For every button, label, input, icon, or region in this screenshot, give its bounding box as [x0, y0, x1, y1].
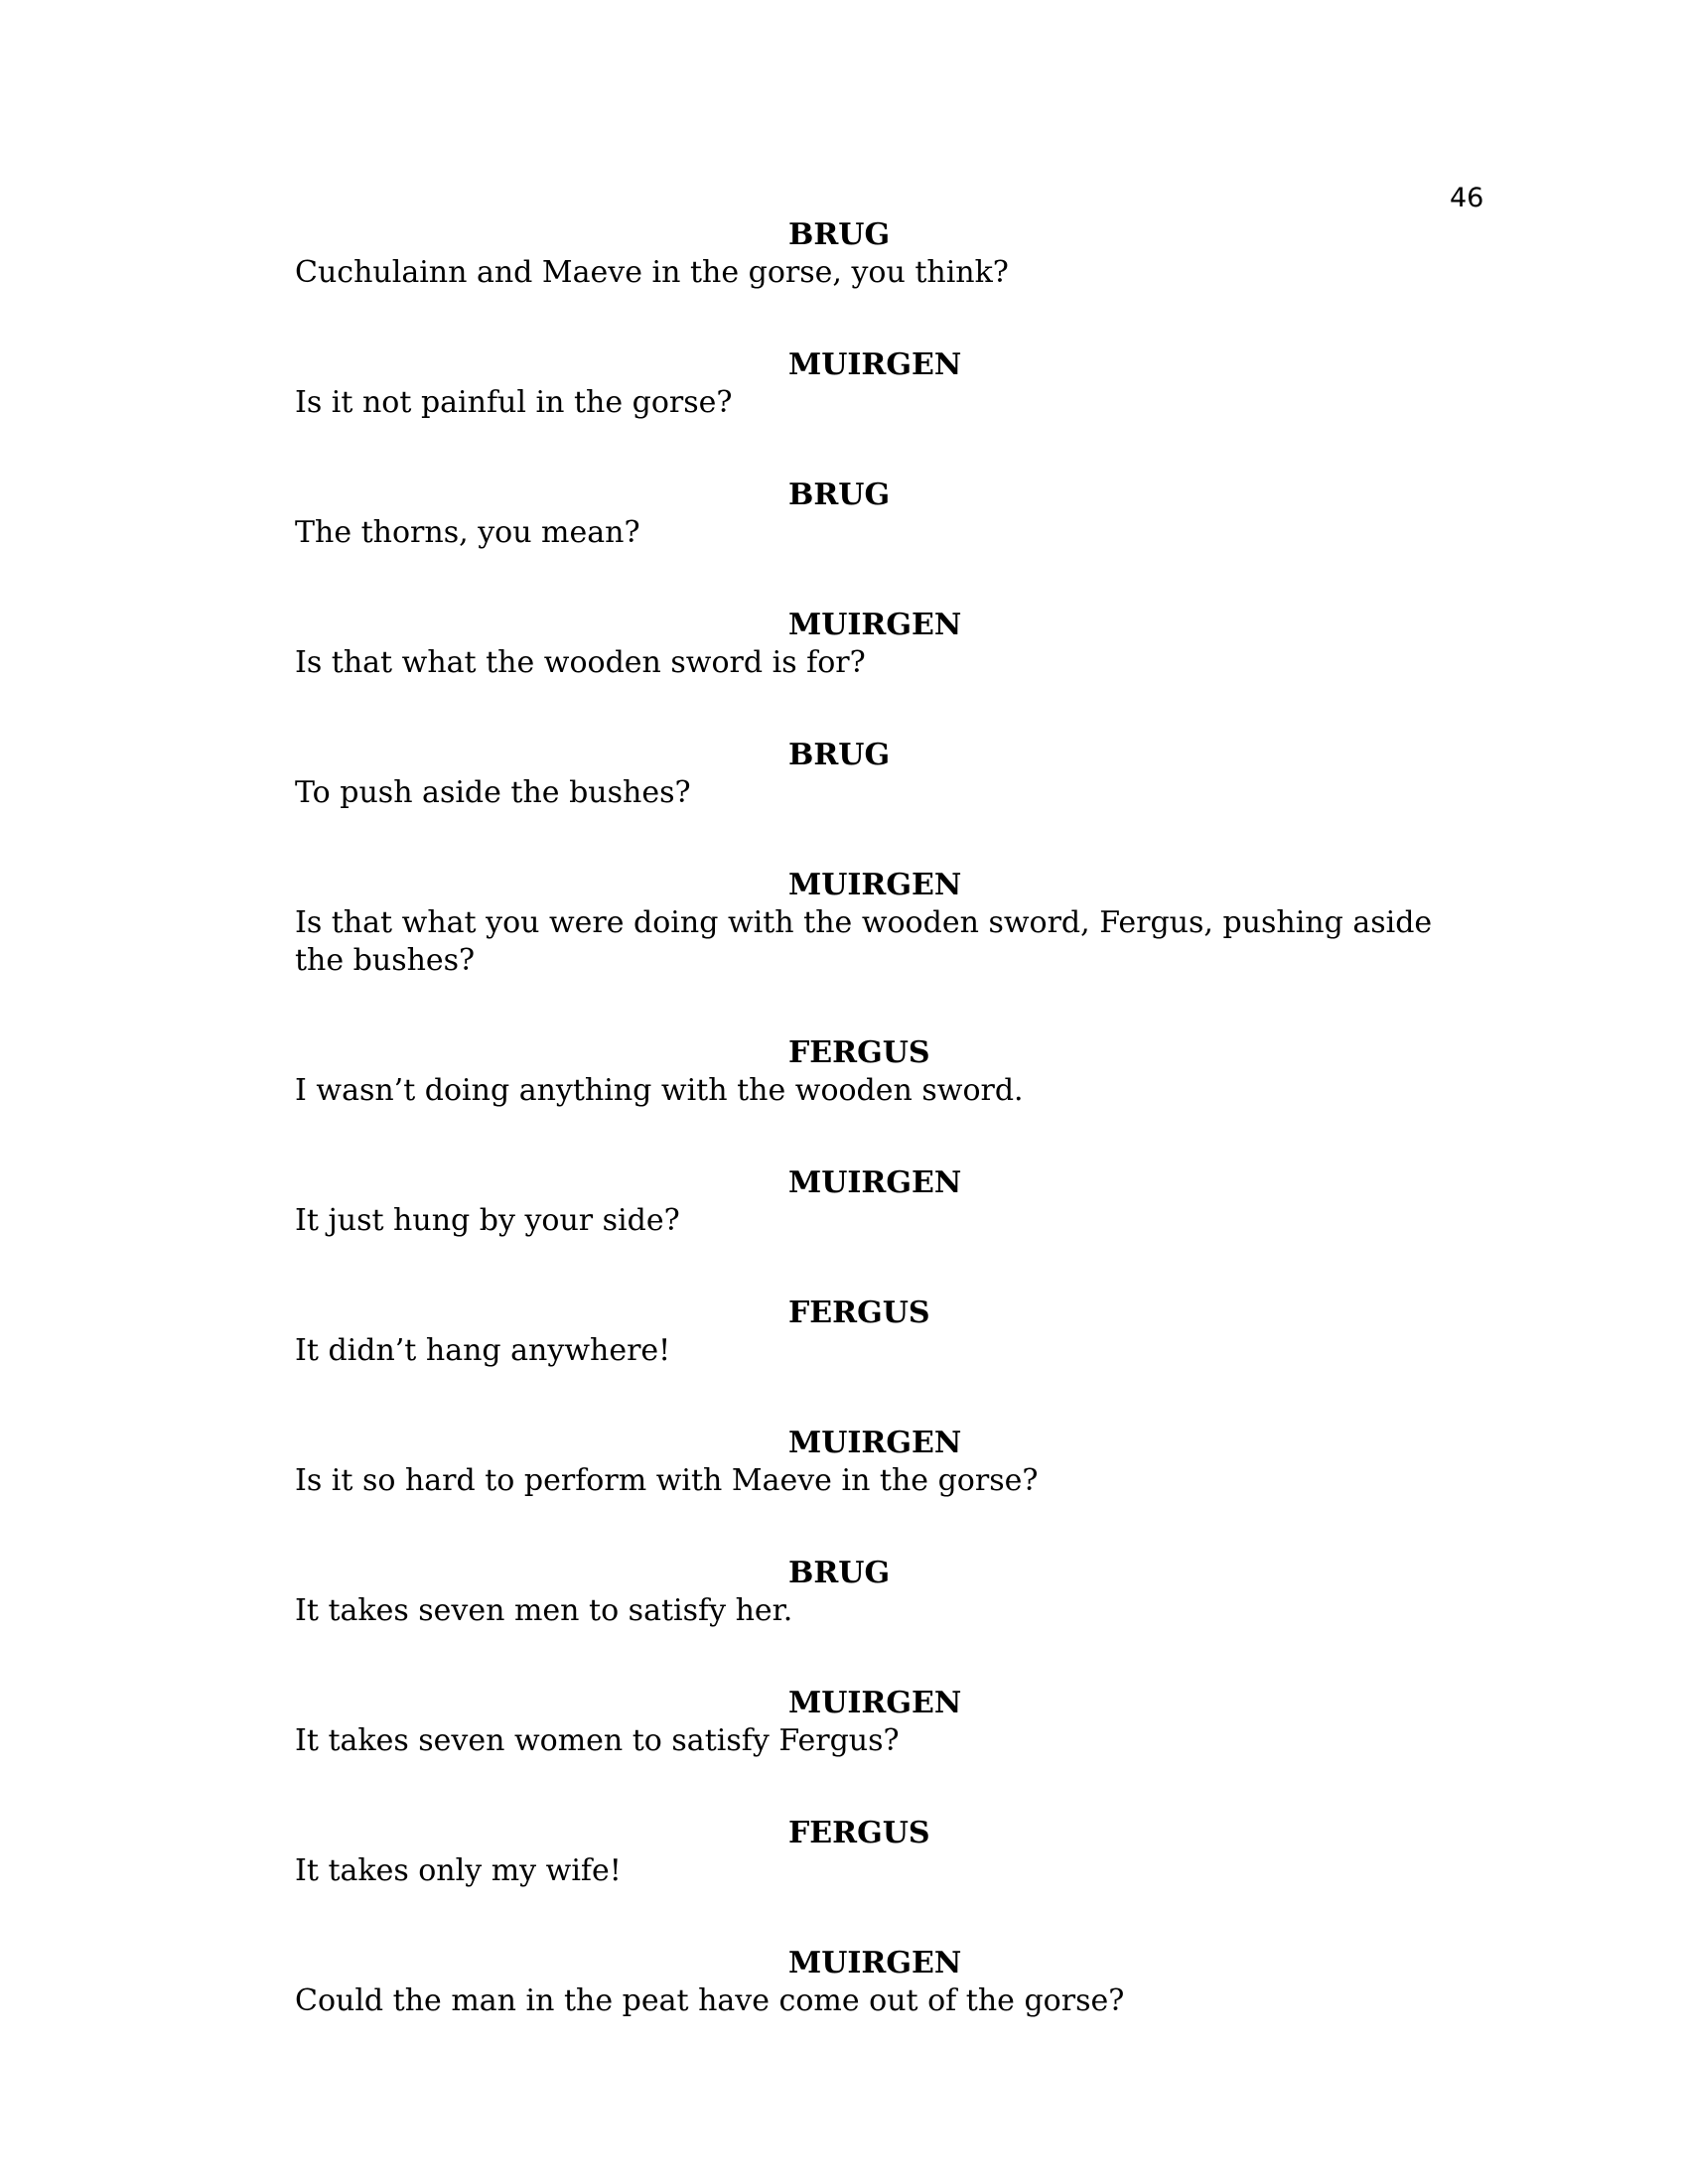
- speaker-name: MUIRGEN: [788, 1426, 962, 1460]
- dialogue-exchange: [295, 1555, 1467, 1630]
- script-body: [295, 216, 1467, 2075]
- dialogue-exchange: [295, 346, 1467, 422]
- dialogue-exchange: [295, 1295, 1467, 1370]
- dialogue-line: To push aside the bushes?: [295, 775, 691, 810]
- dialogue-line: Is it not painful in the gorse?: [295, 385, 733, 420]
- dialogue-line: Could the man in the peat have come out of the gorse?: [295, 1983, 1125, 2018]
- dialogue-exchange: [295, 607, 1467, 682]
- speaker-name: BRUG: [788, 738, 891, 772]
- speaker-name: MUIRGEN: [788, 1165, 962, 1200]
- dialogue-exchange: [295, 1815, 1467, 1890]
- dialogue-line: Is that what the wooden sword is for?: [295, 645, 866, 680]
- dialogue-exchange: [295, 867, 1467, 980]
- speaker-name: FERGUS: [788, 1296, 930, 1330]
- dialogue-line: Cuchulainn and Maeve in the gorse, you think?: [295, 255, 1009, 290]
- dialogue-line: It didn’t hang anywhere!: [295, 1333, 671, 1368]
- dialogue-exchange: [295, 737, 1467, 812]
- speaker-name: MUIRGEN: [788, 868, 962, 902]
- dialogue-exchange: [295, 1164, 1467, 1240]
- speaker-name: MUIRGEN: [788, 608, 962, 642]
- dialogue-exchange: [295, 1034, 1467, 1110]
- dialogue-exchange: [295, 477, 1467, 552]
- dialogue-line: Is that what you were doing with the wooden sword, Fergus, pushing aside the bushes?: [295, 905, 1433, 978]
- dialogue-line: It just hung by your side?: [295, 1203, 680, 1238]
- page-number: 46: [1450, 183, 1484, 213]
- dialogue-exchange: [295, 1425, 1467, 1500]
- dialogue-line: It takes seven women to satisfy Fergus?: [295, 1723, 900, 1758]
- speaker-name: BRUG: [788, 478, 891, 512]
- dialogue-line: The thorns, you mean?: [295, 515, 640, 550]
- dialogue-exchange: [295, 1685, 1467, 1760]
- dialogue-line: It takes seven men to satisfy her.: [295, 1593, 793, 1628]
- speaker-name: BRUG: [788, 217, 891, 252]
- speaker-name: FERGUS: [788, 1816, 930, 1850]
- dialogue-line: I wasn’t doing anything with the wooden sword.: [295, 1073, 1024, 1108]
- speaker-name: MUIRGEN: [788, 347, 962, 382]
- dialogue-exchange: [295, 1945, 1467, 2020]
- dialogue-exchange: [295, 216, 1467, 292]
- speaker-name: FERGUS: [788, 1035, 930, 1070]
- speaker-name: BRUG: [788, 1556, 891, 1590]
- speaker-name: MUIRGEN: [788, 1946, 962, 1980]
- dialogue-line: Is it so hard to perform with Maeve in the gorse?: [295, 1463, 1039, 1498]
- dialogue-line: It takes only my wife!: [295, 1853, 622, 1888]
- speaker-name: MUIRGEN: [788, 1686, 962, 1720]
